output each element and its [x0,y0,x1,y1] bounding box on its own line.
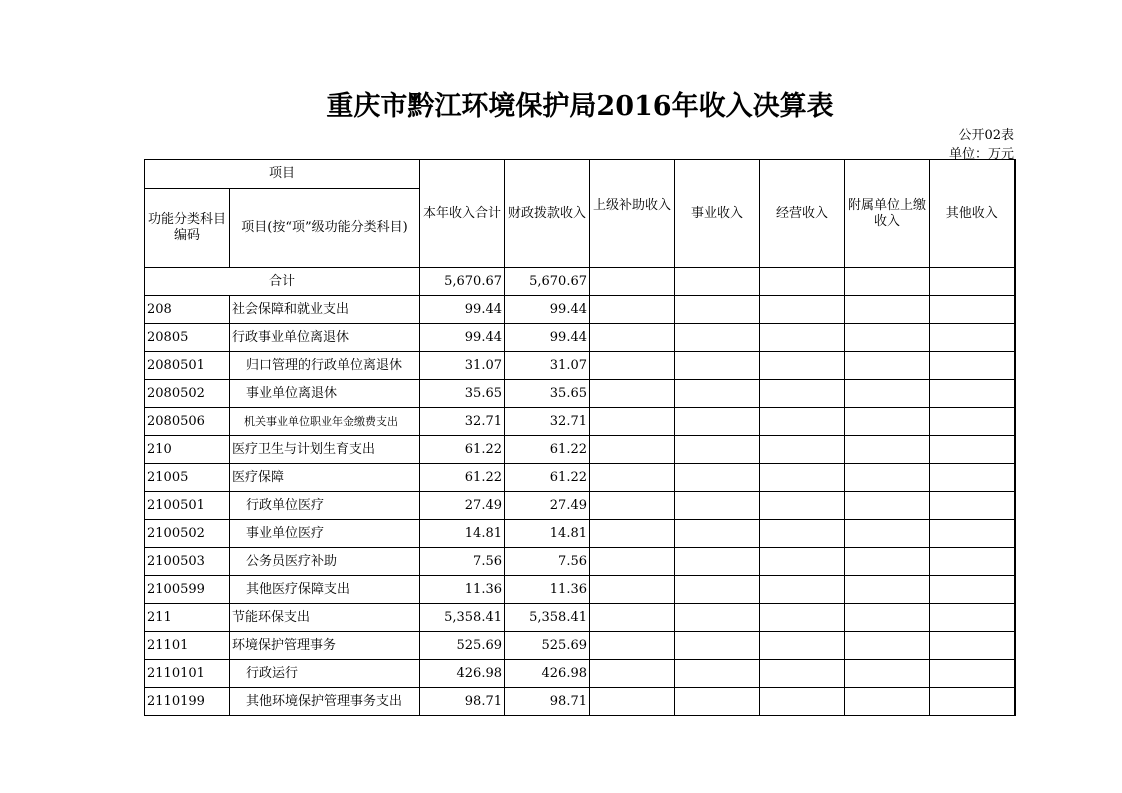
row-affiliated [845,352,930,380]
header-project: 项目 [145,160,420,189]
summary-label: 合计 [145,268,420,296]
row-total: 14.81 [420,520,505,548]
row-other [930,324,1015,352]
row-business [675,492,760,520]
row-total: 35.65 [420,380,505,408]
row-business [675,604,760,632]
table-row [145,380,1015,408]
header-total: 本年收入合计 [420,160,505,268]
row-code: 21101 [145,632,230,660]
row-business [675,576,760,604]
row-total: 5,358.41 [420,604,505,632]
row-affiliated [845,324,930,352]
row-other [930,576,1015,604]
table-body [145,268,1015,716]
row-upper-subsidy [590,576,675,604]
row-upper-subsidy [590,436,675,464]
row-other [930,688,1015,716]
row-affiliated [845,464,930,492]
row-total: 98.71 [420,688,505,716]
row-fiscal: 31.07 [505,352,590,380]
row-total: 99.44 [420,324,505,352]
row-name: 公务员医疗补助 [230,548,420,576]
row-upper-subsidy [590,380,675,408]
row-code: 20805 [145,324,230,352]
row-business [675,632,760,660]
row-code: 2100501 [145,492,230,520]
row-code: 2100503 [145,548,230,576]
row-code: 2080502 [145,380,230,408]
table-row [145,660,1015,688]
row-name: 事业单位医疗 [230,520,420,548]
row-other [930,380,1015,408]
row-fiscal: 14.81 [505,520,590,548]
page-title: 重庆市黔江环境保护局2016年收入决算表 [326,91,834,122]
row-upper-subsidy [590,688,675,716]
row-fiscal: 11.36 [505,576,590,604]
row-name: 行政单位医疗 [230,492,420,520]
table-row [145,296,1015,324]
row-affiliated [845,408,930,436]
row-fiscal: 99.44 [505,324,590,352]
row-code: 2080501 [145,352,230,380]
row-operating [760,380,845,408]
table-row [145,492,1015,520]
summary-other [930,268,1015,296]
row-other [930,352,1015,380]
header-affiliated: 附属单位上缴收入 [845,160,930,268]
row-business [675,464,760,492]
row-affiliated [845,492,930,520]
row-upper-subsidy [590,632,675,660]
header-other: 其他收入 [930,160,1015,268]
row-upper-subsidy [590,324,675,352]
summary-row [145,268,1015,296]
row-upper-subsidy [590,548,675,576]
row-business [675,548,760,576]
row-business [675,688,760,716]
row-affiliated [845,688,930,716]
table-row [145,688,1015,716]
table-row [145,436,1015,464]
summary-fiscal: 5,670.67 [505,268,590,296]
row-upper-subsidy [590,520,675,548]
row-upper-subsidy [590,604,675,632]
row-other [930,548,1015,576]
row-name: 归口管理的行政单位离退休 [230,352,420,380]
row-operating [760,520,845,548]
row-affiliated [845,296,930,324]
row-total: 99.44 [420,296,505,324]
row-name: 环境保护管理事务 [230,632,420,660]
row-code: 21005 [145,464,230,492]
summary-total: 5,670.67 [420,268,505,296]
row-total: 7.56 [420,548,505,576]
row-other [930,408,1015,436]
row-other [930,520,1015,548]
summary-business [675,268,760,296]
row-operating [760,576,845,604]
row-upper-subsidy [590,408,675,436]
row-upper-subsidy [590,492,675,520]
row-code: 2100599 [145,576,230,604]
row-business [675,380,760,408]
row-other [930,492,1015,520]
row-total: 11.36 [420,576,505,604]
row-code: 208 [145,296,230,324]
row-code: 210 [145,436,230,464]
row-operating [760,436,845,464]
row-name: 行政运行 [230,660,420,688]
row-total: 61.22 [420,464,505,492]
row-fiscal: 99.44 [505,296,590,324]
row-name: 其他医疗保障支出 [230,576,420,604]
table-row [145,324,1015,352]
row-other [930,632,1015,660]
row-total: 61.22 [420,436,505,464]
summary-operating [760,268,845,296]
table-header [145,160,1015,268]
row-code: 2110199 [145,688,230,716]
row-fiscal: 426.98 [505,660,590,688]
row-affiliated [845,604,930,632]
row-fiscal: 5,358.41 [505,604,590,632]
header-fiscal: 财政拨款收入 [505,160,590,268]
row-affiliated [845,576,930,604]
row-operating [760,688,845,716]
row-operating [760,604,845,632]
table-row [145,464,1015,492]
row-fiscal: 525.69 [505,632,590,660]
row-operating [760,352,845,380]
row-total: 31.07 [420,352,505,380]
row-upper-subsidy [590,660,675,688]
row-fiscal: 61.22 [505,464,590,492]
row-affiliated [845,632,930,660]
header-project-name: 项目(按“项”级功能分类科目) [230,189,420,268]
row-operating [760,296,845,324]
row-business [675,436,760,464]
table-row [145,520,1015,548]
row-fiscal: 32.71 [505,408,590,436]
row-total: 32.71 [420,408,505,436]
header-business: 事业收入 [675,160,760,268]
row-business [675,520,760,548]
row-business [675,324,760,352]
row-total: 27.49 [420,492,505,520]
table-row [145,548,1015,576]
row-code: 211 [145,604,230,632]
row-upper-subsidy [590,464,675,492]
row-other [930,604,1015,632]
row-affiliated [845,436,930,464]
row-other [930,296,1015,324]
row-code: 2110101 [145,660,230,688]
row-code: 2080506 [145,408,230,436]
row-name: 其他环境保护管理事务支出 [230,688,420,716]
unit-label: 单位：万元 [948,147,1014,162]
row-affiliated [845,548,930,576]
row-total: 525.69 [420,632,505,660]
table-row [145,604,1015,632]
row-fiscal: 61.22 [505,436,590,464]
row-other [930,436,1015,464]
row-other [930,660,1015,688]
row-name: 行政事业单位离退休 [230,324,420,352]
row-fiscal: 35.65 [505,380,590,408]
row-business [675,660,760,688]
income-table [144,159,1016,716]
row-business [675,408,760,436]
row-fiscal: 98.71 [505,688,590,716]
row-operating [760,548,845,576]
row-operating [760,464,845,492]
row-other [930,464,1015,492]
row-name: 社会保障和就业支出 [230,296,420,324]
row-fiscal: 27.49 [505,492,590,520]
row-name: 机关事业单位职业年金缴费支出 [230,408,420,436]
row-name: 事业单位离退休 [230,380,420,408]
row-affiliated [845,520,930,548]
row-name: 医疗保障 [230,464,420,492]
row-operating [760,492,845,520]
row-upper-subsidy [590,352,675,380]
row-total: 426.98 [420,660,505,688]
row-code: 2100502 [145,520,230,548]
header-operating: 经营收入 [760,160,845,268]
form-number: 公开02表 [958,128,1014,143]
header-upper-subsidy: 上级补助收入 [590,160,675,268]
row-business [675,352,760,380]
row-operating [760,324,845,352]
row-operating [760,660,845,688]
row-fiscal: 7.56 [505,548,590,576]
table-row [145,352,1015,380]
row-name: 医疗卫生与计划生育支出 [230,436,420,464]
summary-affiliated [845,268,930,296]
row-operating [760,408,845,436]
row-name: 节能环保支出 [230,604,420,632]
header-func-code: 功能分类科目编码 [145,189,230,268]
table-row [145,408,1015,436]
summary-upper-subsidy [590,268,675,296]
row-operating [760,632,845,660]
table-row [145,632,1015,660]
row-upper-subsidy [590,296,675,324]
row-affiliated [845,660,930,688]
row-affiliated [845,380,930,408]
row-business [675,296,760,324]
table-row [145,576,1015,604]
